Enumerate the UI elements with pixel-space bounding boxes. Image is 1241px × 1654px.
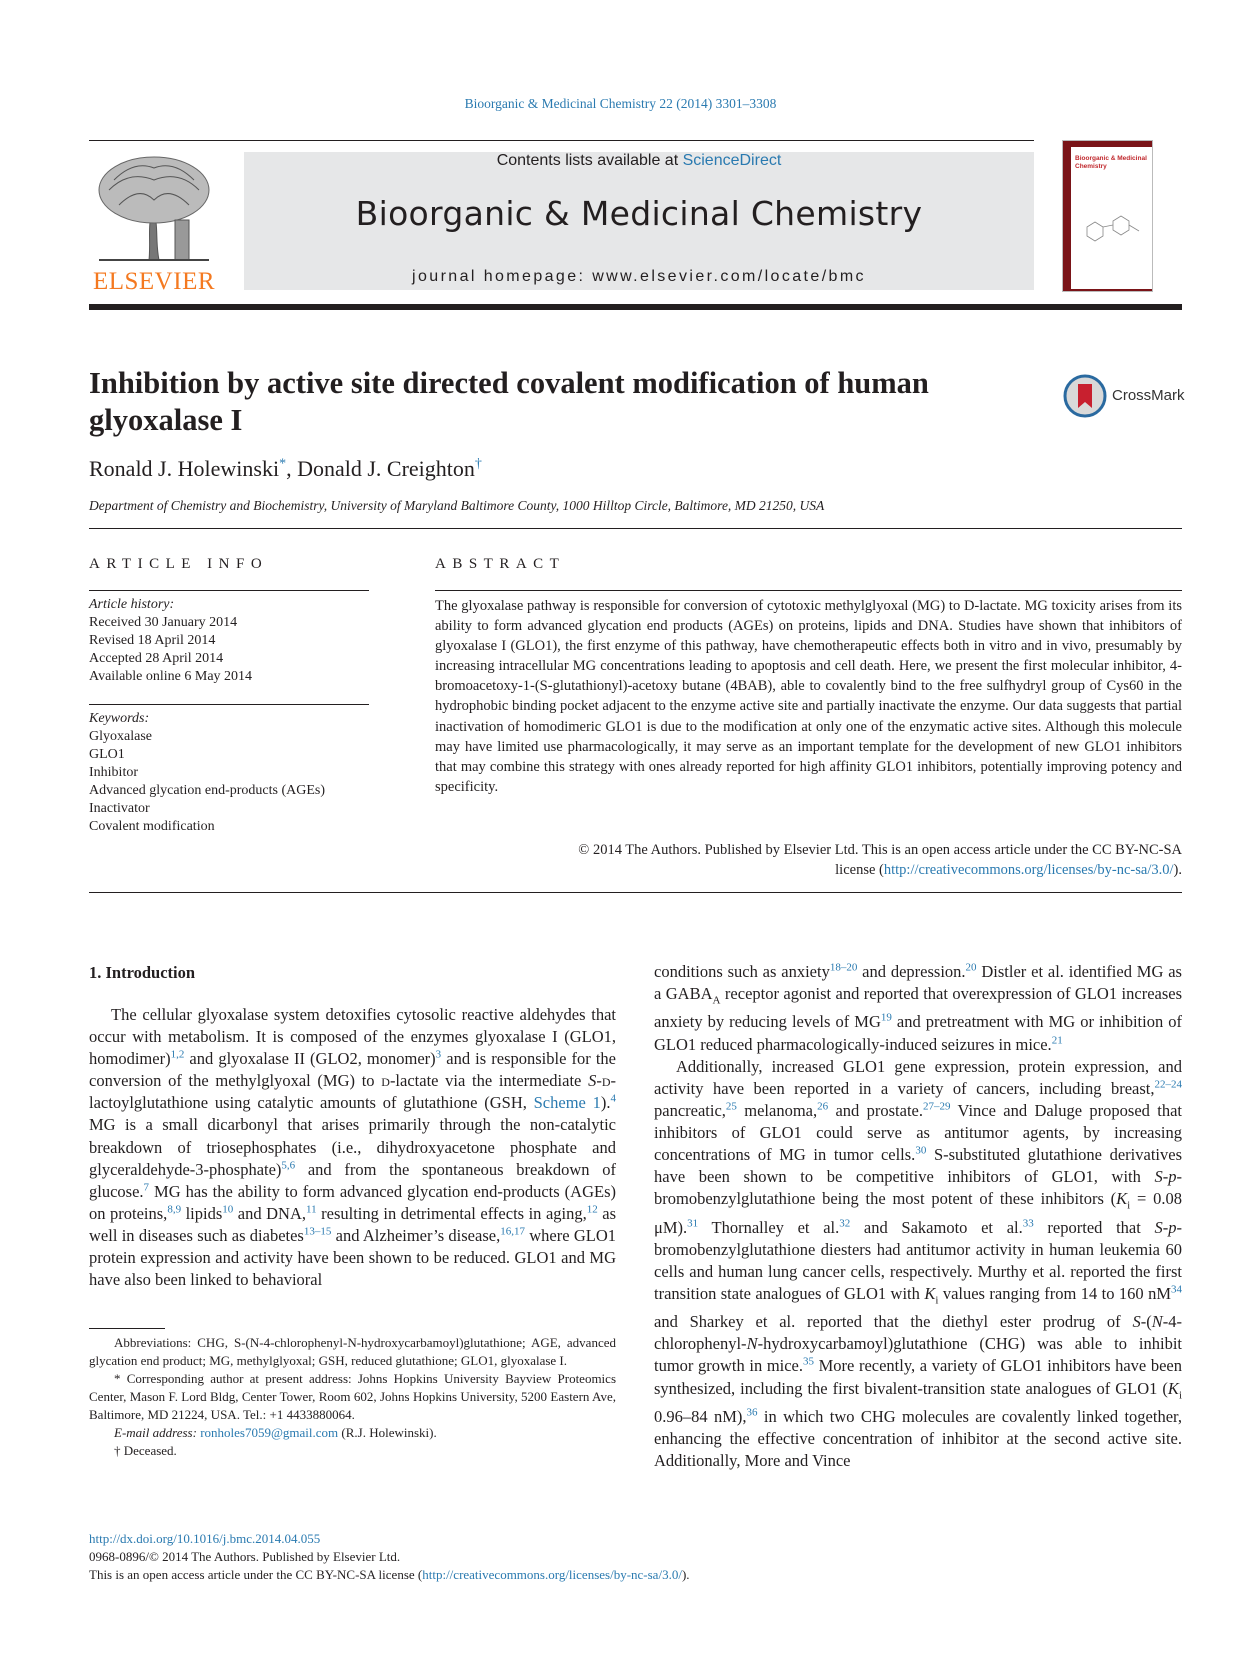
keyword: Inactivator bbox=[89, 801, 150, 816]
keyword: Advanced glycation end-products (AGEs) bbox=[89, 783, 325, 798]
issn-line: 0968-0896/© 2014 The Authors. Published by Elsevier Ltd. bbox=[89, 1549, 401, 1564]
doi-link[interactable]: http://dx.doi.org/10.1016/j.bmc.2014.04.055 bbox=[89, 1531, 321, 1546]
license-link[interactable]: http://creativecommons.org/licenses/by-nc-sa/3.0/ bbox=[422, 1567, 682, 1582]
email-label: E-mail address: bbox=[114, 1425, 201, 1440]
paragraph: conditions such as anxiety$^{18-20}$ and depression.$^{20}$ Distler et al. identified MG as a $GABA_A$ receptor agonist and reported that overexpression of GLO1 increases anxiety by reducing levels of MG$^{19}$ and pretreatment with MG or inhibition of GLO1 reduced pharmacologically-induced seizures in mice.$^{21}$ bbox=[654, 961, 1183, 1054]
email-suffix: (R.J. Holewinski). bbox=[338, 1425, 437, 1440]
header-thick-rule bbox=[89, 304, 1182, 310]
license-suffix: ). bbox=[681, 1567, 690, 1582]
crossmark-label: CrossMark bbox=[1112, 387, 1185, 404]
divider bbox=[435, 590, 1182, 591]
deceased-mark[interactable]: † bbox=[474, 456, 482, 472]
elsevier-logo bbox=[89, 150, 219, 295]
license-suffix: ). bbox=[1173, 862, 1182, 878]
author-list bbox=[89, 456, 482, 482]
deceased-footnote: † Deceased. bbox=[114, 1443, 177, 1458]
footnotes bbox=[89, 1334, 616, 1460]
copyright-line-1: © 2014 The Authors. Published by Elsevier Ltd. This is an open access article under the CC BY-NC-SA bbox=[578, 842, 1182, 858]
divider bbox=[89, 892, 1182, 893]
section-heading: 1. Introduction bbox=[89, 963, 196, 982]
abstract-copyright bbox=[435, 840, 1182, 880]
received-date: Received 30 January 2014 bbox=[89, 615, 238, 630]
author-name: Ronald J. Holewinski bbox=[89, 456, 280, 481]
scheme-1-link[interactable]: Scheme 1 bbox=[533, 1093, 601, 1113]
keyword: Covalent modification bbox=[89, 819, 215, 834]
body-column-right bbox=[654, 961, 1182, 1472]
license-line bbox=[89, 1566, 690, 1584]
keyword: Inhibitor bbox=[89, 765, 138, 780]
body-column-left bbox=[89, 1004, 616, 1291]
paragraph: The cellular glyoxalase system detoxifies cytosolic reactive aldehydes that occur with metabolism. It is composed of the enzymes glyoxalase I (GLO1, homodimer)$^{1,2}$ and glyoxalase II (GLO2, monomer)$^3$ and is responsible for the conversion of the methylglyoxal (MG) to d-lactate via the intermediate S-d-lactoylglutathione using catalytic amounts of glutathione (GSH, Scheme 1).$^4$ MG is a small dicarbonyl that arises primarily through the non-catalytic breakdown of triosephosphates (i.e., dihydroxyacetone phosphate and glyceraldehyde-3-phosphate)$^{5,6}$ and from the spontaneous breakdown of glucose.$^7$ MG has the ability to form advanced glycation end-products (AGEs) on proteins,$^{8,9}$ lipids$^{10}$ and DNA,$^{11}$ resulting in detrimental effects in aging,$^{12}$ as well in diseases such as diabetes$^{13-15}$ and Alzheimer’s disease,$^{16,17}$ where GLO1 protein expression and activity have been shown to be reduced. GLO1 and MG have also been linked to behavioral bbox=[89, 1005, 617, 1290]
author-name: Donald J. Creighton bbox=[297, 456, 475, 481]
footnote-rule bbox=[89, 1328, 165, 1329]
accepted-date: Accepted 28 April 2014 bbox=[89, 651, 224, 666]
article-info-heading: ARTICLE INFO bbox=[89, 556, 269, 572]
journal-banner bbox=[244, 152, 1034, 290]
online-date: Available online 6 May 2014 bbox=[89, 669, 253, 684]
corresponding-footnote: * Corresponding author at present address: Johns Hopkins University Bayview Proteomics Center, Mason F. Lord Bldg, Center Tower, Room 602, Johns Hopkins University, 5200 Eastern Ave, Baltimore, MD 21224, USA. Tel.: +1 4433880064. bbox=[89, 1371, 616, 1422]
crossmark-badge[interactable] bbox=[1063, 374, 1183, 419]
cover-title: Bioorganic & Medicinal Chemistry bbox=[1075, 155, 1147, 170]
email-link[interactable]: ronholes7059@gmail.com bbox=[200, 1425, 339, 1440]
keyword: Glyoxalase bbox=[89, 729, 152, 744]
abstract-heading: ABSTRACT bbox=[435, 556, 566, 572]
cover-molecule-icon bbox=[1077, 207, 1147, 247]
revised-date: Revised 18 April 2014 bbox=[89, 633, 216, 648]
abbreviations-footnote: Abbreviations: CHG, S-(N-4-chlorophenyl-N-hydroxycarbamoyl)glutathione; AGE, advanced glycation end product; MG, methylglyoxal; GSH, reduced glutathione; GLO1, glyoxalase I. bbox=[89, 1335, 616, 1368]
elsevier-wordmark: ELSEVIER bbox=[92, 268, 216, 295]
keyword: GLO1 bbox=[89, 747, 125, 762]
license-prefix: license ( bbox=[835, 862, 884, 878]
journal-cover[interactable] bbox=[1062, 140, 1153, 292]
journal-homepage[interactable]: journal homepage: www.elsevier.com/locate/bmc bbox=[412, 268, 866, 285]
sciencedirect-link[interactable]: ScienceDirect bbox=[682, 152, 782, 169]
author-separator: , bbox=[286, 456, 298, 481]
history-label: Article history: bbox=[89, 597, 175, 612]
journal-citation[interactable]: Bioorganic & Medicinal Chemistry 22 (2014) 3301–3308 bbox=[464, 96, 777, 111]
contents-line bbox=[244, 152, 1034, 170]
corresponding-author-mark[interactable]: * bbox=[279, 456, 287, 472]
divider bbox=[89, 528, 1182, 529]
divider bbox=[89, 590, 369, 591]
contents-prefix: Contents lists available at bbox=[496, 152, 683, 169]
keywords-label: Keywords: bbox=[89, 711, 150, 726]
email-footnote bbox=[89, 1424, 616, 1442]
crossmark-icon bbox=[1063, 374, 1107, 418]
elsevier-tree-icon bbox=[89, 150, 219, 265]
paragraph: Additionally, increased GLO1 gene expression, protein expression, and activity have been reported in a variety of cancers, including breast,$^{22-24}$ pancreatic,$^{25}$ melanoma,$^{26}$ and prostate.$^{27-29}$ Vince and Daluge proposed that inhibitors of GLO1 could serve as antitumor agents, by increasing concentrations of MG in tumor cells.$^{30}$ S-substituted glutathione derivatives have been shown to be competitive inhibitors of GLO1, with S-p-bromobenzylglutathione being the most potent of these inhibitors ($K_i = 0.08$ μM).$^{31}$ Thornalley et al.$^{32}$ and Sakamoto et al.$^{33}$ reported that S-p-bromobenzylglutathione diesters had antitumor activity in human leukemia 60 cells and human lung cancer cells, respectively. Murthy et al. reported the first transition state analogues of GLO1 with $K_i$ values ranging from 14 to 160 $nM^{34}$ and Sharkey et al. reported that the diethyl ester prodrug of S-(N-4-chlorophenyl-N-hydroxycarbamoyl)glutathione (CHG) was able to inhibit tumor growth in mice.$^{35}$ More recently, a variety of GLO1 inhibitors have been synthesized, including the first bivalent-transition state analogues of GLO1 ($K_i$ 0.96–84 nM),$^{36}$ in which two CHG molecules are covalently linked together, enhancing the effective concentration of inhibitor at the second active site. Additionally, More and Vince bbox=[654, 1056, 1183, 1471]
license-link[interactable]: http://creativecommons.org/licenses/by-nc-sa/3.0/ bbox=[883, 862, 1174, 878]
keywords bbox=[89, 710, 325, 836]
journal-name: Bioorganic & Medicinal Chemistry bbox=[355, 194, 923, 233]
article-history bbox=[89, 596, 252, 686]
divider bbox=[89, 704, 369, 705]
copyright-line-2 bbox=[435, 860, 1182, 880]
header-rule bbox=[89, 140, 1034, 141]
abstract-text: The glyoxalase pathway is responsible for conversion of cytotoxic methylglyoxal (MG) to D-lactate. MG toxicity arises from its ability to form advanced glycation end products (AGEs) on proteins, lipids and DNA. Studies have shown that inhibitors of glyoxalase I (GLO1), the first enzyme of this pathway, have chemotherapeutic effects both in vitro and in vivo, presumably by increasing intracellular MG concentrations leading to apoptosis and cell death. Here, we present the first molecular inhibitor, 4-bromoacetoxy-1-(S-glutathionyl)-acetoxy butane (4BAB), able to covalently bind to the free sulfhydryl group of Cys60 in the hydrophobic binding pocket adjacent to the enzyme active site and partially inactivate the enzyme. Our data suggests that partial inactivation of homodimeric GLO1 is due to the modification at only one of the enzymatic active sites. Although this molecule may have limited use pharmacologically, it may serve as an important template for the development of new GLO1 inhibitors that may combine this strategy with ones already reported for high affinity GLO1 inhibitors, potentially improving potency and specificity. bbox=[435, 598, 1182, 795]
article-title: Inhibition by active site directed covalent modification of human glyoxalase I bbox=[89, 366, 929, 437]
license-prefix: This is an open access article under the CC BY-NC-SA license ( bbox=[89, 1567, 423, 1582]
bottom-metadata bbox=[89, 1530, 690, 1584]
affiliation: Department of Chemistry and Biochemistry, University of Maryland Baltimore County, 1000 Hilltop Circle, Baltimore, MD 21250, USA bbox=[89, 498, 825, 513]
